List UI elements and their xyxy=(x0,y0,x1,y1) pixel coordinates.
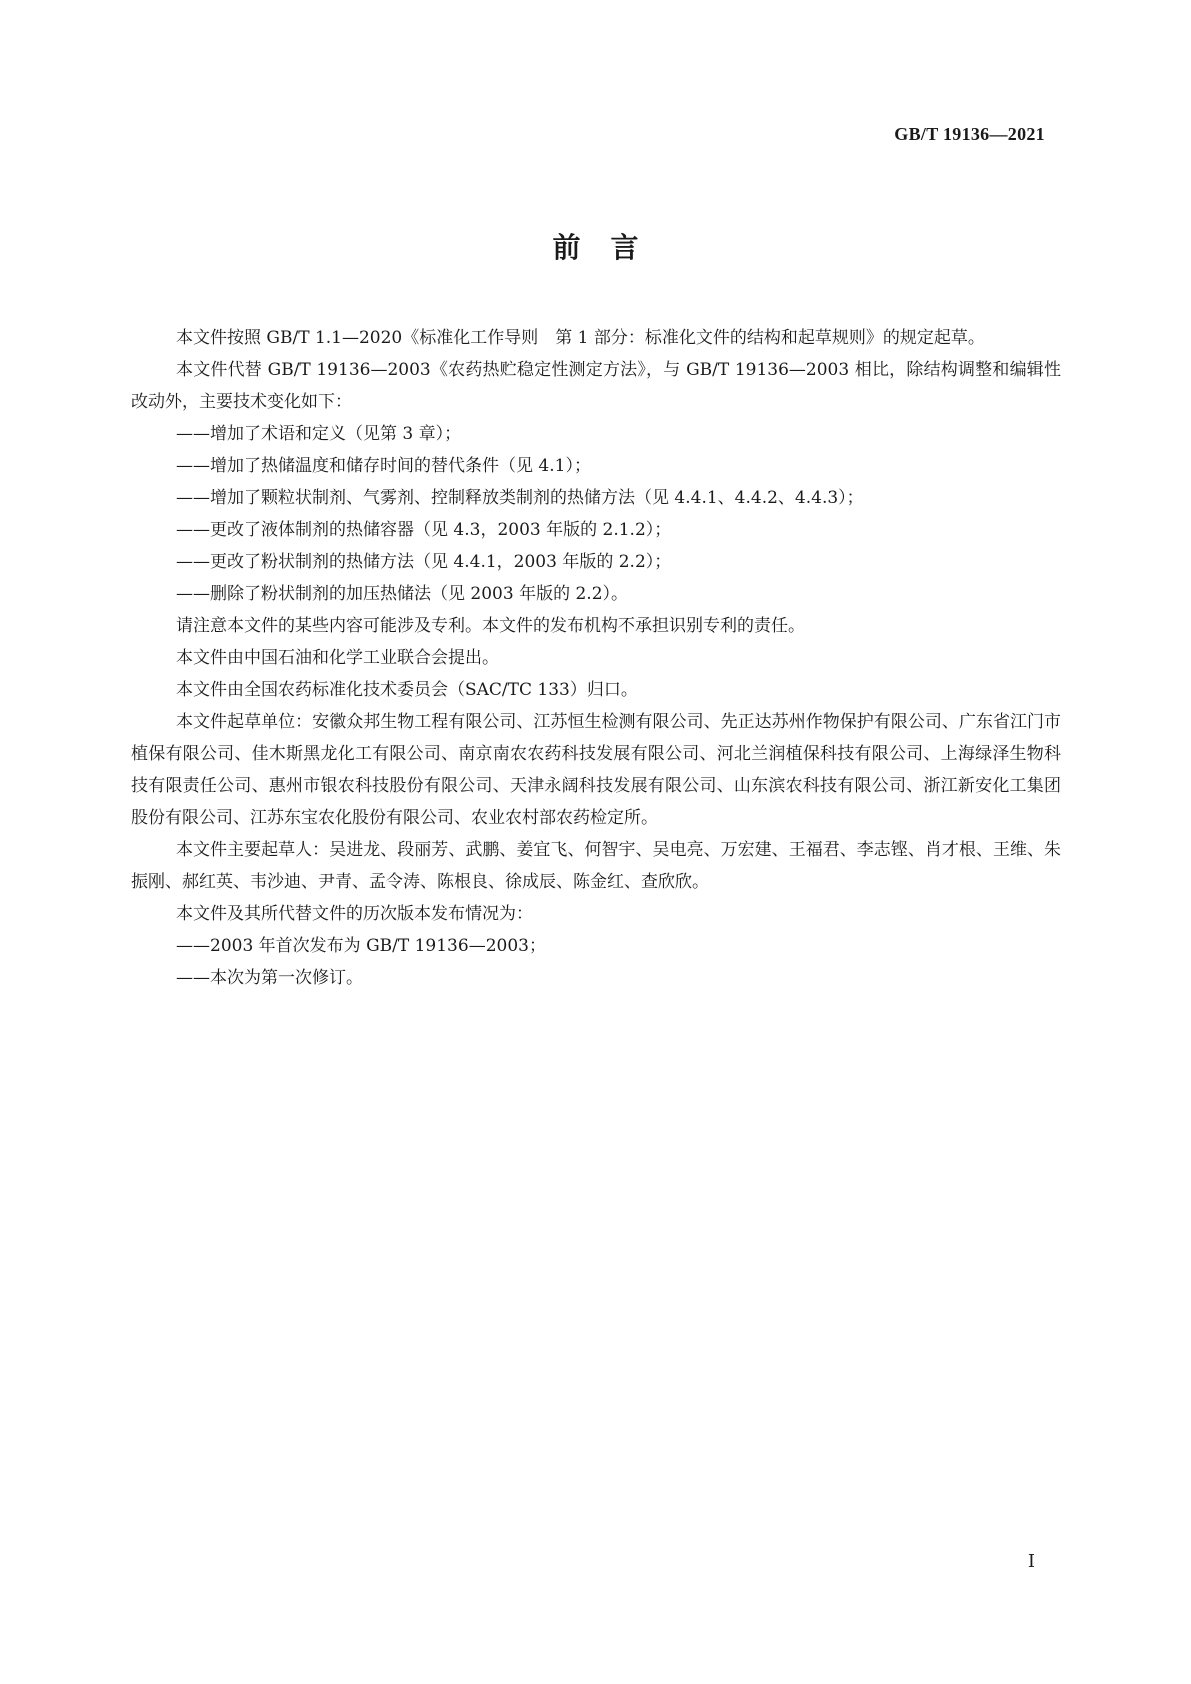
paragraph-proposer: 本文件由中国石油和化学工业联合会提出。 xyxy=(176,648,499,668)
history-item: ——2003 年首次发布为 GB/T 19136—2003； xyxy=(176,936,546,956)
change-item: ——增加了术语和定义（见第 3 章）； xyxy=(176,424,462,444)
change-item: ——删除了粉状制剂的加压热储法（见 2003 年版的 2.2）。 xyxy=(176,584,629,604)
change-item: ——更改了液体制剂的热储容器（见 4.3，2003 年版的 2.1.2）； xyxy=(176,520,672,540)
paragraph-responsible-committee: 本文件由全国农药标准化技术委员会（SAC/TC 133）归口。 xyxy=(176,680,638,700)
paragraph-patent-notice: 请注意本文件的某些内容可能涉及专利。本文件的发布机构不承担识别专利的责任。 xyxy=(176,616,805,636)
history-item: ——本次为第一次修订。 xyxy=(176,968,363,988)
page-number: I xyxy=(1027,1551,1035,1572)
paragraph-drafting-organizations: 本文件起草单位：安徽众邦生物工程有限公司、江苏恒生检测有限公司、先正达苏州作物保护有限公司、广东省江门市植保有限公司、佳木斯黑龙化工有限公司、南京南农农药科技发展有限公司、河北兰润植保科技有限公司、上海绿泽生物科技有限责任公司、惠州市银农科技股份有限公司、天津永阔科技发展有限公司、山东滨农科技有限公司、浙江新安化工集团股份有限公司、江苏东宝农化股份有限公司、农业农村部农药检定所。 xyxy=(131,712,1061,828)
change-item: ——增加了热储温度和储存时间的替代条件（见 4.1）； xyxy=(176,456,591,476)
paragraph-drafters: 本文件主要起草人：吴进龙、段丽芳、武鹏、姜宜飞、何智宇、吴电亮、万宏建、王福君、李志铿、肖才根、王维、朱振刚、郝红英、韦沙迪、尹青、孟令涛、陈根良、徐成辰、陈金红、查欣欣。 xyxy=(131,840,1061,892)
document-body xyxy=(131,322,1061,994)
paragraph-replacement: 本文件代替 GB/T 19136—2003《农药热贮稳定性测定方法》，与 GB/T 19136—2003 相比，除结构调整和编辑性改动外，主要技术变化如下： xyxy=(131,360,1061,412)
change-item: ——增加了颗粒状制剂、气雾剂、控制释放类制剂的热储方法（见 4.4.1、4.4.2、4.4.3）； xyxy=(176,488,864,508)
standard-number: GB/T 19136—2021 xyxy=(894,124,1045,144)
page-title: 前言 xyxy=(552,231,669,264)
paragraph-drafting-basis: 本文件按照 GB/T 1.1—2020《标准化工作导则 第 1 部分：标准化文件的结构和起草规则》的规定起草。 xyxy=(176,328,985,348)
paragraph-version-history: 本文件及其所代替文件的历次版本发布情况为： xyxy=(176,904,533,924)
change-item: ——更改了粉状制剂的热储方法（见 4.4.1，2003 年版的 2.2）； xyxy=(176,552,672,572)
